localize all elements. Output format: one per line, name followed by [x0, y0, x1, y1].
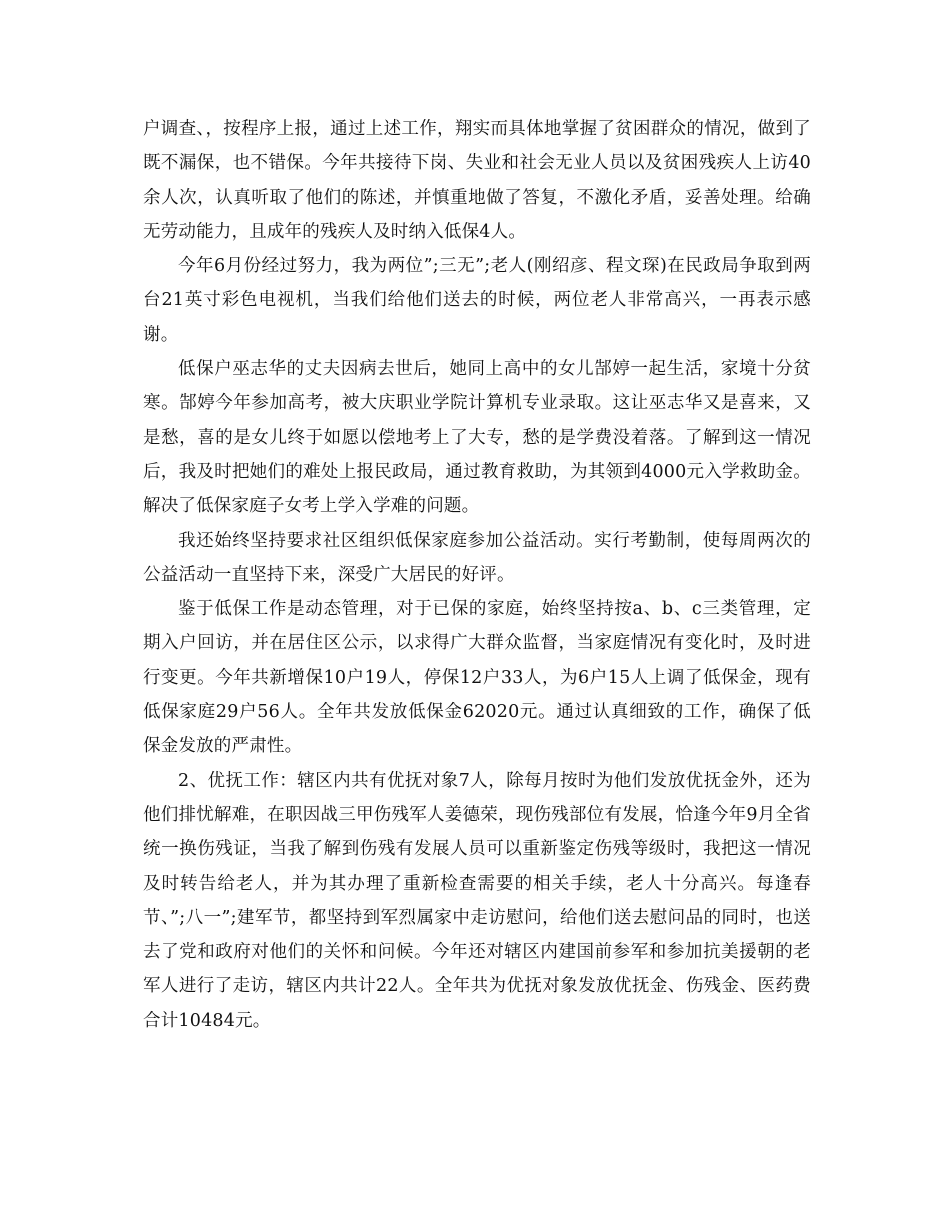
paragraph-1: 户调查、，按程序上报，通过上述工作，翔实而具体地掌握了贫困群众的情况，做到了既不漏保，也不错保。今年共接待下岗、失业和社会无业人员以及贫困残疾人上访40余人次，认真听取了他们的陈述，并慎重地做了答复，不激化矛盾，妥善处理。给确无劳动能力，且成年的残疾人及时纳入低保4人。	[143, 119, 811, 242]
paragraph-6: 2、优抚工作：辖区内共有优抚对象7人，除每月按时为他们发放优抚金外，还为他们排忧解难，在职因战三甲伤残军人姜德荣，现伤残部位有发展，恰逢今年9月全省统一换伤残证，当我了解到伤残有发展人员可以重新鉴定伤残等级时，我把这一情况及时转告给老人，并为其办理了重新检查需要的相关手续，老人十分高兴。每逢春节、”;八一”;建军节，都坚持到军烈属家中走访慰问，给他们送去慰问品的同时，也送去了党和政府对他们的关怀和问候。今年还对辖区内建国前参军和参加抗美援朝的老军人进行了走访，辖区内共计22人。全年共为优抚对象发放优抚金、伤残金、医药费合计10484元。	[143, 770, 811, 1031]
paragraph-3: 低保户巫志华的丈夫因病去世后，她同上高中的女儿郜婷一起生活，家境十分贫寒。郜婷今年参加高考，被大庆职业学院计算机专业录取。这让巫志华又是喜来，又是愁，喜的是女儿终于如愿以偿地考上了大专，愁的是学费没着落。了解到这一情况后，我及时把她们的难处上报民政局，通过教育救助，为其领到4000元入学救助金。解决了低保家庭子女考上学入学难的问题。	[143, 359, 811, 517]
paragraph-2: 今年6月份经过努力，我为两位”;三无”;老人(刚绍彦、程文琛)在民政局争取到两台21英寸彩色电视机，当我们给他们送去的时候，两位老人非常高兴，一再表示感谢。	[143, 256, 811, 345]
paragraph-4: 我还始终坚持要求社区组织低保家庭参加公益活动。实行考勤制，使每周两次的公益活动一直坚持下来，深受广大居民的好评。	[143, 530, 811, 585]
paragraph-5: 鉴于低保工作是动态管理，对于已保的家庭，始终坚持按a、b、c三类管理，定期入户回访，并在居住区公示，以求得广大群众监督，当家庭情况有变化时，及时进行变更。今年共新增保10户19人，停保12户33人，为6户15人上调了低保金，现有低保家庭29户56人。全年共发放低保金62020元。通过认真细致的工作，确保了低保金发放的严肃性。	[143, 599, 811, 757]
document-body	[143, 112, 811, 1038]
